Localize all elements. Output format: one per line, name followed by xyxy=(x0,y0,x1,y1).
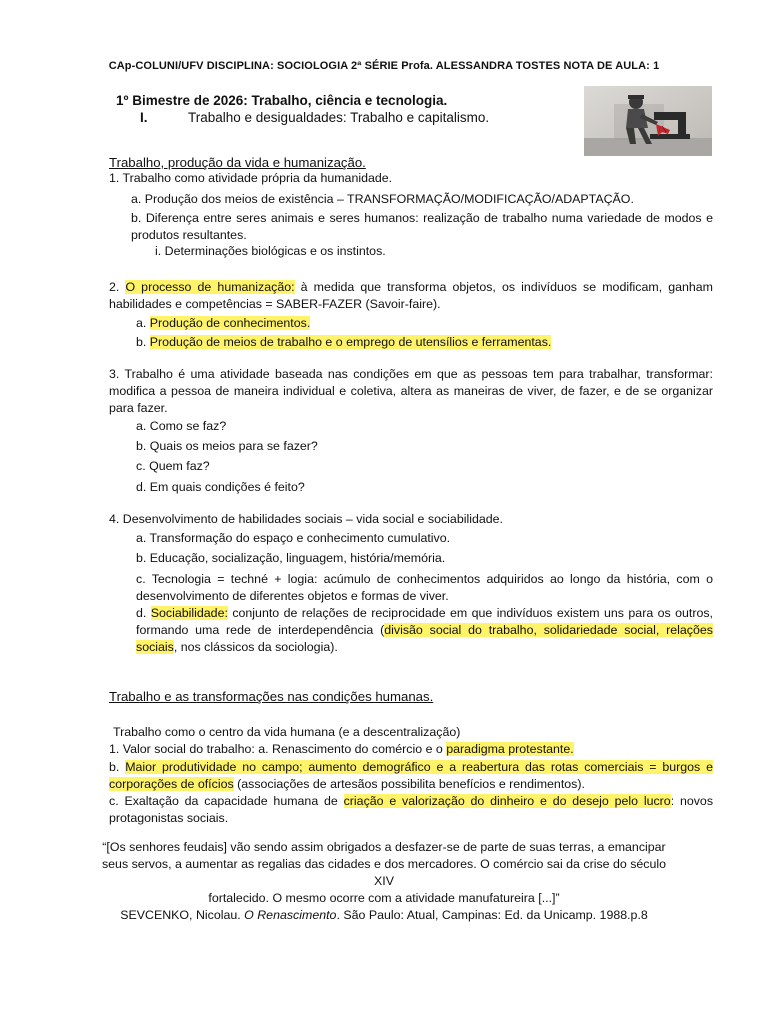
item-1a: a. Produção dos meios de existência – TRANSFORMAÇÃO/MODIFICAÇÃO/ADAPTAÇÃO. xyxy=(131,192,634,206)
item-2b: b. Produção de meios de trabalho e o emprego de utensílios e ferramentas. xyxy=(136,335,552,349)
highlight-sociability: Sociabilidade: xyxy=(150,606,228,620)
highlight-humanization: O processo de humanização: xyxy=(125,280,295,294)
item-4c: c. Tecnologia = techné + logia: acúmulo de conhecimentos adquiridos ao longo da história, com o desenvolvimento de diferentes objetos e formas de viver. xyxy=(136,572,713,603)
highlight-division-of-labor: divisão social do trabalho, solidariedade social, relações sociais xyxy=(136,623,713,654)
highlight-money-profit: criação e valorização do dinheiro e do desejo pelo lucro xyxy=(343,794,671,808)
item-3c: c. Quem faz? xyxy=(136,459,210,473)
quote-line-1: “[Os senhores feudais] vão sendo assim obrigados a desfazer-se de parte de suas terras, a emancipar xyxy=(102,840,666,854)
unit-title: Trabalho e desigualdades: Trabalho e capitalismo. xyxy=(188,110,490,125)
highlight-productivity: Maior produtividade no campo; aumento demográfico e a reabertura das rotas comerciais = burgos e corporações de ofícios xyxy=(109,760,713,791)
item-4d: d. Sociabilidade: conjunto de relações de reciprocidade em que indivíduos existem uns para os outros, formando uma rede de interdependência (divisão social do trabalho, solidariedade social, relações sociais, nos clássicos da sociologia). xyxy=(136,606,713,654)
book-title: O Renascimento xyxy=(244,908,337,922)
item-3: 3. Trabalho é uma atividade baseada nas condições em que as pessoas tem para trabalhar, transformar: modifica a pessoa de maneira individual e coletiva, altera as maneiras de viver, de fazer, e de se organizar para fazer. xyxy=(109,367,713,415)
section2-title: Trabalho e as transformações nas condições humanas. xyxy=(109,689,434,704)
item-4a: a. Transformação do espaço e conhecimento cumulativo. xyxy=(136,531,451,545)
section1-title: Trabalho, produção da vida e humanização. xyxy=(109,155,366,170)
section2-subtitle: Trabalho como o centro da vida humana (e a descentralização) xyxy=(113,725,461,739)
item-3b: b. Quais os meios para se fazer? xyxy=(136,439,318,453)
item-2: 2. O processo de humanização: à medida que transforma objetos, os indivíduos se modificam, ganham habilidades e competências = SABER-FAZER (Savoir-faire). xyxy=(109,280,714,311)
value-c: c. Exaltação da capacidade humana de criação e valorização do dinheiro e do desejo pelo lucro: novos protagonistas sociais. xyxy=(109,794,714,825)
highlight-knowledge: Produção de conhecimentos. xyxy=(149,316,311,330)
item-4b: b. Educação, socialização, linguagem, história/memória. xyxy=(136,551,446,565)
quote-line-3: fortalecido. O mesmo ocorre com a atividade manufatureira [...]” xyxy=(208,891,560,905)
value-b: b. Maior produtividade no campo; aumento demográfico e a reabertura das rotas comerciais = burgos e corporações de ofícios (associações de artesãos possibilita benefícios e rendimentos). xyxy=(109,760,713,791)
item-1b: b. Diferença entre seres animais e seres humanos: realização de trabalho numa variedade de modos e produtos resultantes. xyxy=(131,211,713,242)
unit-number: I. xyxy=(140,110,148,125)
bimestre-title: 1º Bimestre de 2026: Trabalho, ciência e tecnologia. xyxy=(116,93,448,108)
quote-reference: SEVCENKO, Nicolau. O Renascimento. São Paulo: Atual, Campinas: Ed. da Unicamp. 1988.p.8 xyxy=(120,908,648,922)
unit-heading xyxy=(140,110,489,125)
quote-line-2: seus servos, a aumentar as regalias das cidades e dos mercadores. O comércio sai da crise do século XIV xyxy=(101,857,667,888)
citation-quote xyxy=(100,839,668,924)
highlight-tools: Produção de meios de trabalho e o emprego de utensílios e ferramentas. xyxy=(149,335,552,349)
item-1b-i: i. Determinações biológicas e os instintos. xyxy=(155,244,386,258)
value-1: 1. Valor social do trabalho: a. Renascimento do comércio e o paradigma protestante. xyxy=(109,742,574,756)
highlight-protestant-paradigm: paradigma protestante. xyxy=(446,742,574,756)
item-1: 1. Trabalho como atividade própria da humanidade. xyxy=(109,171,393,185)
item-4: 4. Desenvolvimento de habilidades sociais – vida social e sociabilidade. xyxy=(109,512,503,526)
document-header: CAp-COLUNI/UFV DISCIPLINA: SOCIOLOGIA 2ª SÉRIE Profa. ALESSANDRA TOSTES NOTA DE AULA: 1 xyxy=(108,60,660,72)
item-3a: a. Como se faz? xyxy=(136,419,227,433)
street-art-photo xyxy=(584,86,712,156)
item-3d: d. Em quais condições é feito? xyxy=(136,480,305,494)
item-2a: a. Produção de conhecimentos. xyxy=(136,316,311,330)
